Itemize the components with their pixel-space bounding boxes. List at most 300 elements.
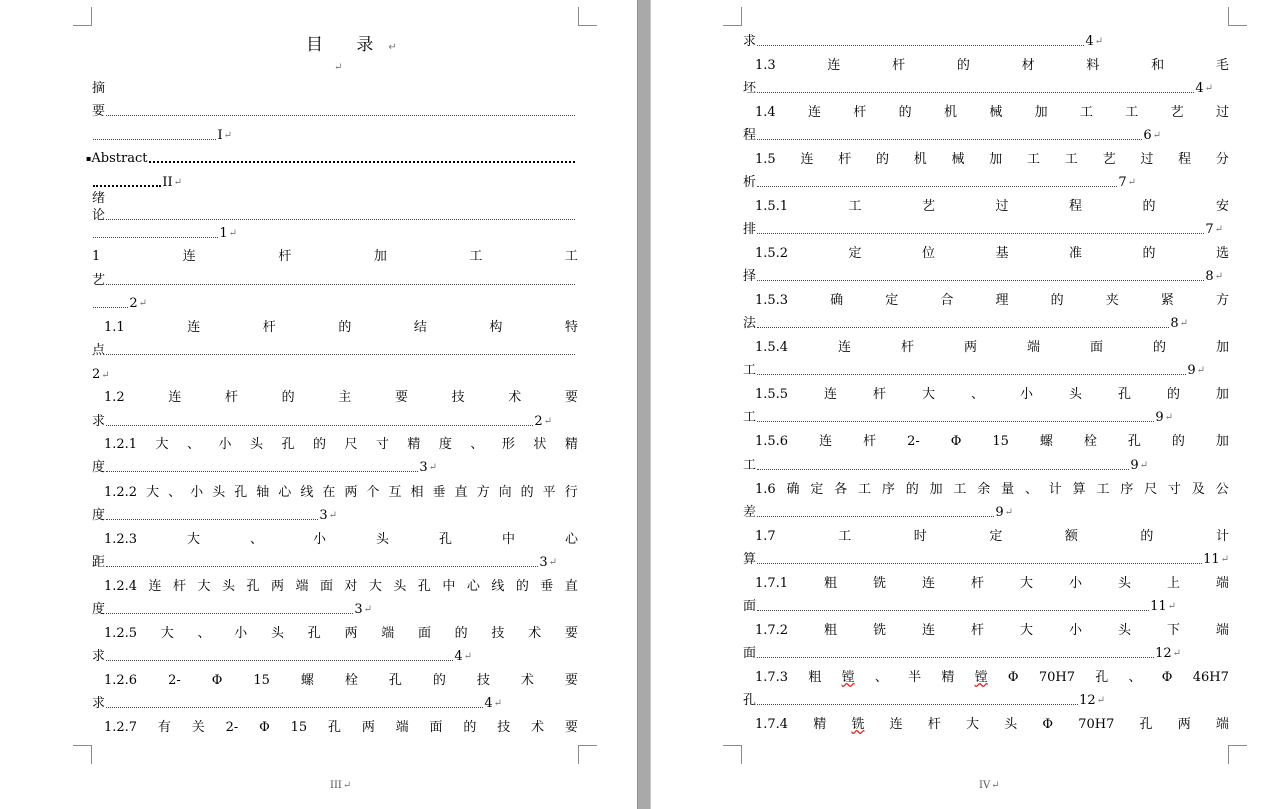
toc-char: 粗	[808, 670, 822, 685]
page-gutter	[637, 0, 651, 809]
toc-char: 械	[989, 105, 1003, 120]
dot-leader	[757, 92, 1194, 93]
toc-char: 精	[813, 717, 827, 732]
toc-leader[interactable]	[92, 342, 576, 360]
toc-leader[interactable]	[92, 295, 147, 313]
paragraph-mark: ↵	[1096, 695, 1105, 706]
toc-page-number: 4	[1195, 81, 1204, 96]
toc-entry-number: 1.5.3	[755, 293, 789, 308]
toc-char: 的	[898, 105, 912, 120]
toc-leader[interactable]	[92, 507, 337, 525]
toc-entry-text: 差	[743, 505, 757, 520]
toc-char: 小	[1019, 387, 1033, 402]
toc-char: 加	[929, 482, 943, 497]
paragraph-mark: ↵	[388, 42, 411, 53]
toc-char: Φ	[259, 720, 270, 735]
toc-entry-number: 1.6	[755, 482, 776, 497]
toc-char: 选	[1215, 246, 1229, 261]
toc-leader[interactable]	[743, 268, 1223, 286]
toc-char: 公	[1215, 482, 1229, 497]
toc-leader[interactable]	[743, 598, 1176, 616]
toc-char: 连	[824, 387, 838, 402]
toc-entry-1-5[interactable]	[755, 151, 1229, 169]
toc-char: 、	[197, 626, 211, 641]
toc-char: 2-	[168, 673, 181, 688]
margin-corner-marker	[578, 745, 597, 764]
toc-entry-abstract-cn[interactable]	[92, 80, 105, 98]
toc-char: 杆	[863, 434, 877, 449]
toc-char: 过	[1140, 152, 1154, 167]
toc-page-number: 8	[1170, 316, 1179, 331]
toc-entry-number: 1.2.3	[104, 532, 138, 547]
toc-char: 半	[908, 670, 922, 685]
toc-char: 结	[413, 320, 427, 335]
toc-entry-1-4[interactable]	[755, 104, 1229, 122]
toc-leader[interactable]	[743, 645, 1181, 663]
toc-char: 寸	[1168, 482, 1182, 497]
toc-char: 安	[1215, 199, 1229, 214]
toc-entry-number: 1.2.6	[104, 673, 138, 688]
toc-char: 准	[1069, 246, 1083, 261]
toc-char: 的	[905, 482, 919, 497]
toc-char: 中	[501, 532, 515, 547]
toc-char: 工	[838, 529, 852, 544]
toc-char: 连	[838, 340, 852, 355]
toc-char: 技	[451, 390, 465, 405]
toc-char: 垂	[432, 485, 446, 500]
toc-entry-1-5-1[interactable]	[755, 198, 1229, 216]
toc-char: 要	[564, 626, 578, 641]
paragraph-mark: ↵	[223, 130, 232, 141]
toc-char: 过	[1215, 105, 1229, 120]
toc-char: 两	[344, 485, 358, 500]
toc-entry-number: 1.7.1	[755, 576, 789, 591]
toc-entry-1-2-4[interactable]	[104, 578, 578, 596]
paragraph-mark: ↵	[1172, 648, 1181, 659]
margin-corner-marker	[723, 7, 742, 26]
toc-char: 精	[564, 437, 578, 452]
dot-leader	[757, 45, 1084, 46]
toc-entry-1-5-5[interactable]	[755, 386, 1229, 404]
toc-char: 特	[564, 320, 578, 335]
toc-char: 及	[1191, 482, 1205, 497]
toc-entry-1-5-2[interactable]	[755, 245, 1229, 263]
toc-leader[interactable]	[92, 103, 576, 121]
toc-char: 端	[381, 626, 395, 641]
dot-leader	[757, 280, 1204, 281]
toc-char: 、	[874, 670, 888, 685]
dot-leader	[757, 610, 1149, 611]
toc-char: 夹	[1105, 293, 1119, 308]
toc-char: 的	[463, 720, 477, 735]
toc-entry-text: 孔	[743, 693, 757, 708]
toc-char: 端	[295, 579, 309, 594]
toc-char: 杆	[901, 340, 915, 355]
paragraph-mark: ↵	[991, 780, 1000, 791]
document-page-iv	[651, 0, 1288, 809]
toc-entry-1-7-1[interactable]	[755, 575, 1229, 593]
toc-entry-text: 程	[743, 128, 757, 143]
toc-char: 构	[489, 320, 503, 335]
toc-char: 的	[520, 485, 534, 500]
toc-char: 孔	[1117, 387, 1131, 402]
toc-char: 加	[1034, 105, 1048, 120]
toc-page-number: 2	[129, 296, 138, 311]
toc-char: 2-	[907, 434, 920, 449]
toc-entry-1-7-4[interactable]	[755, 716, 1229, 734]
toc-char: 两	[270, 579, 284, 594]
toc-leader[interactable]	[743, 409, 1173, 427]
toc-leader[interactable]	[743, 457, 1148, 475]
toc-char: 余	[977, 482, 991, 497]
toc-leader[interactable]	[743, 127, 1161, 145]
toc-char: 术	[508, 390, 522, 405]
toc-char: 工	[469, 249, 483, 264]
toc-char: 下	[1166, 623, 1180, 638]
toc-char: 小	[313, 532, 327, 547]
toc-leader[interactable]	[743, 80, 1213, 98]
toc-char: 大	[146, 485, 160, 500]
toc-char: 大	[922, 387, 936, 402]
toc-char: 工	[1079, 105, 1093, 120]
dot-leader	[106, 613, 353, 614]
toc-char: 铣	[873, 623, 887, 638]
margin-corner-marker	[73, 745, 92, 764]
paragraph-mark: ↵	[173, 177, 182, 188]
toc-entry-text: 绪	[92, 191, 106, 206]
toc-leader[interactable]	[743, 33, 1103, 51]
toc-char: 心	[564, 532, 578, 547]
toc-char: 的	[312, 437, 326, 452]
toc-entry-1-2-3[interactable]	[104, 531, 578, 549]
toc-char: 栓	[1083, 434, 1097, 449]
toc-entry-1-7-3[interactable]	[755, 669, 1229, 687]
toc-page-number: 3	[319, 508, 328, 523]
dot-leader	[757, 374, 1186, 375]
toc-entry-number: 1.7.2	[755, 623, 789, 638]
toc-leader[interactable]	[92, 207, 576, 225]
toc-char: 要	[394, 390, 408, 405]
toc-char: 程	[1069, 199, 1083, 214]
page-number-footer	[979, 780, 1000, 791]
toc-char: 毛	[1215, 58, 1229, 73]
toc-char: 的	[515, 579, 529, 594]
paragraph-mark: ↵	[1094, 36, 1103, 47]
toc-char: 工	[1125, 105, 1139, 120]
toc-char: 机	[913, 152, 927, 167]
margin-corner-marker	[578, 7, 597, 26]
toc-char: 头	[376, 532, 390, 547]
toc-char: 轴	[256, 485, 270, 500]
toc-char: 主	[338, 390, 352, 405]
toc-page-number: 1	[219, 226, 228, 241]
toc-entry-1-2-7[interactable]	[104, 719, 578, 737]
dot-leader	[757, 186, 1117, 187]
toc-page-number: 3	[539, 555, 548, 570]
toc-char: 尺	[344, 437, 358, 452]
toc-char: 连	[819, 434, 833, 449]
toc-entry-number: 1.5	[755, 152, 776, 167]
toc-char: 连	[168, 390, 182, 405]
toc-entry-introduction[interactable]	[92, 190, 105, 208]
toc-char: 孔	[234, 485, 248, 500]
toc-entry-1[interactable]	[92, 248, 578, 266]
toc-char: 小	[1068, 623, 1082, 638]
toc-char: Φ	[1007, 670, 1019, 685]
toc-char: 定	[885, 293, 899, 308]
toc-leader[interactable]	[92, 648, 472, 666]
toc-entry-text: 排	[743, 222, 757, 237]
toc-leader[interactable]	[92, 601, 372, 619]
toc-leader[interactable]	[92, 174, 182, 192]
toc-entry-number: 1.2.1	[104, 437, 138, 452]
toc-entry-text: 工	[743, 410, 757, 425]
toc-char: 杆	[853, 105, 867, 120]
toc-char: 小	[218, 437, 232, 452]
toc-char: 大	[155, 437, 169, 452]
paragraph-mark: ↵	[334, 62, 343, 73]
toc-char: 小	[190, 485, 204, 500]
toc-leader[interactable]	[92, 413, 552, 431]
toc-char: 端	[1215, 717, 1229, 732]
toc-char: 方	[476, 485, 490, 500]
toc-char: 头	[1068, 387, 1082, 402]
toc-leader[interactable]	[92, 127, 232, 145]
toc-leader[interactable]	[743, 504, 1013, 522]
toc-char: 度	[438, 437, 452, 452]
toc-entry-number: 1.5.1	[755, 199, 789, 214]
toc-leader[interactable]	[743, 315, 1188, 333]
toc-char: 工	[858, 482, 872, 497]
toc-entry-1-5-4[interactable]	[755, 339, 1229, 357]
toc-char: 大	[368, 579, 382, 594]
toc-char: 术	[520, 673, 534, 688]
dot-leader	[106, 660, 453, 661]
toc-char: 上	[1166, 576, 1180, 591]
toc-leader[interactable]	[743, 551, 1229, 569]
toc-entry-text: 面	[743, 646, 757, 661]
toc-char: 70H7	[1078, 717, 1115, 732]
toc-char: 杆	[892, 58, 906, 73]
toc-leader[interactable]	[92, 554, 557, 572]
dot-leader	[757, 516, 994, 517]
paragraph-mark: ↵	[1196, 365, 1205, 376]
paragraph-mark: ↵	[363, 604, 372, 615]
paragraph-mark: ↵	[342, 780, 352, 791]
toc-char: 的	[1171, 434, 1185, 449]
toc-char: 杆	[262, 320, 276, 335]
toc-entry-1-5-6[interactable]	[755, 433, 1229, 451]
toc-char: 的	[956, 58, 970, 73]
toc-page-number: 7	[1205, 222, 1214, 237]
toc-leader[interactable]	[743, 174, 1136, 192]
dot-leader	[106, 471, 418, 472]
toc-entry-abstract-en[interactable]: ▪ Abstract	[86, 150, 576, 168]
toc-char: 加	[373, 249, 387, 264]
toc-char: 栓	[344, 673, 358, 688]
toc-entry-1-7-2[interactable]	[755, 622, 1229, 640]
toc-char: 的	[454, 626, 468, 641]
paragraph-mark: ↵	[101, 370, 110, 381]
toc-char: 线	[491, 579, 505, 594]
toc-char: 小	[234, 626, 248, 641]
toc-leader[interactable]	[743, 221, 1223, 239]
toc-char: 的	[281, 390, 295, 405]
toc-leader[interactable]	[92, 695, 502, 713]
toc-entry-text: 要	[92, 104, 106, 119]
toc-char: 关	[191, 720, 205, 735]
toc-char: 粗	[824, 576, 838, 591]
paragraph-mark: ↵	[463, 651, 472, 662]
toc-char: 状	[533, 437, 547, 452]
toc-entry-1-1[interactable]	[104, 319, 578, 337]
toc-entry-1-7[interactable]	[755, 528, 1229, 546]
toc-char: 机	[943, 105, 957, 120]
toc-char: 额	[1064, 529, 1078, 544]
empty-paragraph	[333, 58, 342, 76]
toc-char: 精	[941, 670, 955, 685]
toc-char: 15	[290, 720, 308, 735]
toc-page-line[interactable]	[92, 366, 110, 384]
dot-leader	[106, 707, 483, 708]
toc-char: 连	[182, 249, 196, 264]
toc-page-number: 4	[454, 649, 463, 664]
paragraph-mark: ↵	[1139, 460, 1148, 471]
toc-char: 两	[361, 720, 375, 735]
toc-page-number: 9	[1155, 410, 1164, 425]
toc-char: 头	[250, 437, 264, 452]
toc-char: 有	[157, 720, 171, 735]
toc-entry-text: 度	[92, 460, 106, 475]
toc-leader[interactable]	[92, 272, 576, 290]
toc-char: 、	[1128, 670, 1142, 685]
toc-char: 、	[971, 387, 985, 402]
toc-page-number: 11	[1150, 599, 1167, 614]
toc-entry-text: 度	[92, 602, 106, 617]
toc-char: 序	[1120, 482, 1134, 497]
toc-leader[interactable]	[92, 225, 237, 243]
toc-leader[interactable]	[743, 692, 1105, 710]
toc-char: 连	[148, 579, 162, 594]
toc-char: 的	[1050, 293, 1064, 308]
paragraph-mark: ↵	[548, 557, 557, 568]
toc-entry-1-2-5[interactable]	[104, 625, 578, 643]
toc-entry-number: 1	[92, 249, 101, 264]
toc-entry-text: 求	[92, 414, 106, 429]
page-number-text: III	[330, 780, 342, 791]
margin-corner-marker	[1228, 745, 1247, 764]
toc-char: 加	[1215, 434, 1229, 449]
toc-page-number: 12	[1155, 646, 1172, 661]
toc-char: 技	[476, 673, 490, 688]
toc-char: 15	[992, 434, 1009, 449]
toc-char: 大	[1019, 623, 1033, 638]
toc-char: 连	[922, 623, 936, 638]
toc-entry-text: 求	[92, 649, 106, 664]
margin-corner-marker	[73, 7, 92, 26]
paragraph-mark: ↵	[1164, 412, 1173, 423]
toc-title	[306, 30, 411, 55]
toc-page-number: 3	[419, 460, 428, 475]
toc-char: 基	[995, 246, 1009, 261]
toc-char: 要	[564, 673, 578, 688]
paragraph-mark: ↵	[1214, 271, 1223, 282]
toc-entry-number: 1.2.7	[104, 720, 138, 735]
toc-char: 连	[808, 105, 822, 120]
toc-char: 孔	[307, 626, 321, 641]
dot-leader	[149, 161, 576, 163]
toc-char: 要	[564, 720, 578, 735]
toc-entry-text: 艺	[92, 273, 106, 288]
toc-char: Φ	[950, 434, 962, 449]
toc-char: 行	[564, 485, 578, 500]
paragraph-mark: ↵	[1220, 554, 1229, 565]
toc-char: 程	[1178, 152, 1192, 167]
toc-char: 工	[1064, 152, 1078, 167]
toc-char: 端	[1215, 576, 1229, 591]
toc-char: 头	[1117, 576, 1131, 591]
page-number-footer	[330, 780, 351, 791]
toc-page-number: 8	[1205, 269, 1214, 284]
toc-entry-text: 工	[743, 458, 757, 473]
paragraph-mark: ↵	[1167, 601, 1176, 612]
toc-char: 的	[1142, 246, 1156, 261]
toc-char: 大	[197, 579, 211, 594]
toc-leader[interactable]	[743, 362, 1205, 380]
toc-char: 心	[278, 485, 292, 500]
toc-leader[interactable]	[92, 459, 437, 477]
toc-char: 、	[187, 437, 201, 452]
toc-entry-number: 1.5.4	[755, 340, 789, 355]
toc-entry-1-5-3[interactable]	[755, 292, 1229, 310]
toc-entry-1-2-1[interactable]	[104, 436, 578, 454]
toc-char: Φ	[1042, 717, 1054, 732]
toc-char: 、	[168, 485, 182, 500]
toc-entry-1-6[interactable]	[755, 481, 1229, 499]
toc-entry-1-2[interactable]	[104, 389, 578, 407]
toc-char: 过	[995, 199, 1009, 214]
toc-entry-number: 1.5.2	[755, 246, 789, 261]
dot-leader	[106, 219, 575, 220]
toc-char: 平	[542, 485, 556, 500]
toc-char: 和	[1151, 58, 1165, 73]
toc-char: 杆	[173, 579, 187, 594]
toc-char: 的	[1152, 340, 1166, 355]
toc-char: 大	[187, 532, 201, 547]
toc-page-number: 4	[484, 696, 493, 711]
toc-char: 的	[1166, 387, 1180, 402]
toc-char: 定	[848, 246, 862, 261]
toc-char: 头	[212, 485, 226, 500]
toc-page-number: 11	[1203, 552, 1220, 567]
toc-entry-1-2-2[interactable]	[104, 484, 578, 502]
toc-entry-text: 法	[743, 316, 757, 331]
toc-entry-1-3[interactable]	[755, 57, 1229, 75]
toc-entry-text: 择	[743, 269, 757, 284]
toc-entry-number: 1.5.6	[755, 434, 789, 449]
toc-entry-1-2-6[interactable]	[104, 672, 578, 690]
toc-char: 大	[160, 626, 174, 641]
toc-entry-number: 1.2.5	[104, 626, 138, 641]
toc-char: 紧	[1160, 293, 1174, 308]
toc-char: 螺	[300, 673, 314, 688]
toc-char: 连	[922, 576, 936, 591]
toc-char: 要	[564, 390, 578, 405]
toc-char: 孔	[327, 720, 341, 735]
dot-leader	[757, 233, 1204, 234]
toc-char: 工	[953, 482, 967, 497]
toc-char: 孔	[417, 579, 431, 594]
